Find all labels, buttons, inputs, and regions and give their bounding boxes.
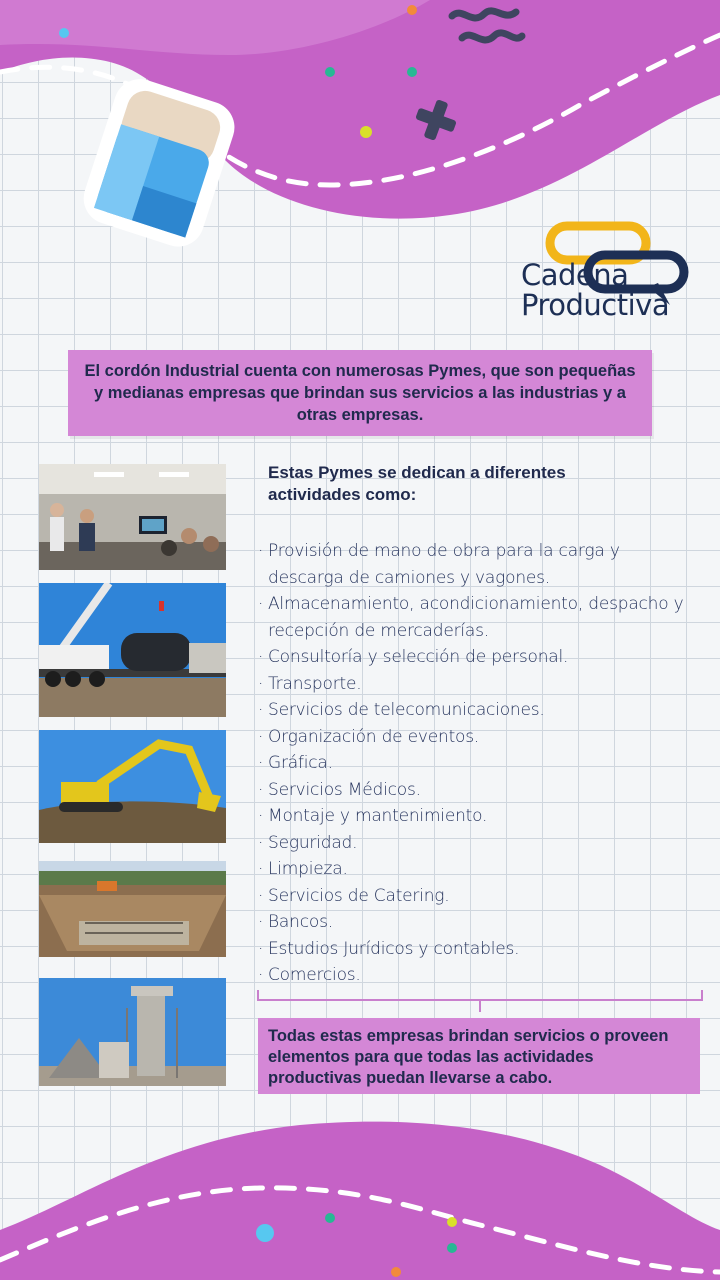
list-item: · Servicios de telecomunicaciones. bbox=[258, 697, 698, 724]
list-item: · Servicios de Catering. bbox=[258, 883, 698, 910]
list-item: · Seguridad. bbox=[258, 830, 698, 857]
list-item: · Transporte. bbox=[258, 671, 698, 698]
list-item: · Bancos. bbox=[258, 909, 698, 936]
list-item: · Comercios. bbox=[258, 962, 698, 989]
bottom-purple-blob bbox=[0, 1122, 720, 1280]
closing-banner bbox=[258, 1018, 700, 1094]
closing-text: Todas estas empresas brindan servicios o proveen elementos para que todas las actividades productivas puedan llevarse a cabo. bbox=[268, 1027, 669, 1087]
photo-crane-tank bbox=[39, 583, 226, 717]
list-item: · Estudios Jurídicos y contables. bbox=[258, 936, 698, 963]
photo-excavation-site bbox=[39, 861, 226, 957]
list-item: · Organización de eventos. bbox=[258, 724, 698, 751]
dot-cyan bbox=[59, 28, 69, 38]
dot-green bbox=[325, 67, 335, 77]
list-bracket bbox=[257, 990, 703, 1014]
intro-text: El cordón Industrial cuenta con numerosas Pymes, que son pequeñas y medianas empresas que brindan sus servicios a las industrias y a otras empresas. bbox=[84, 362, 636, 424]
list-item: · Almacenamiento, acondicionamiento, despacho y recepción de mercaderías. bbox=[258, 591, 698, 644]
photo-training-room bbox=[39, 464, 226, 570]
logo-wordmark bbox=[521, 260, 711, 320]
list-item: · Consultoría y selección de personal. bbox=[258, 644, 698, 671]
activities-heading bbox=[268, 462, 648, 506]
dot-orange bbox=[407, 5, 417, 15]
activities-list bbox=[258, 538, 698, 989]
intro-banner bbox=[68, 350, 652, 436]
activities-heading-line-2: actividades como: bbox=[268, 485, 417, 504]
squiggle-icon bbox=[452, 11, 516, 18]
photo-excavator bbox=[39, 730, 226, 843]
logo-line-1: Cadena bbox=[521, 258, 629, 292]
photo-concrete-tower bbox=[39, 978, 226, 1086]
bottom-decoration bbox=[0, 1110, 720, 1280]
activities-heading-line-1: Estas Pymes se dedican a diferentes bbox=[268, 463, 566, 482]
list-item: · Limpieza. bbox=[258, 856, 698, 883]
list-item: · Montaje y mantenimiento. bbox=[258, 803, 698, 830]
logo-line-2: Productiva bbox=[521, 288, 670, 322]
list-item: · Provisión de mano de obra para la carga y descarga de camiones y vagones. bbox=[258, 538, 698, 591]
list-item: · Servicios Médicos. bbox=[258, 777, 698, 804]
dot-yellow bbox=[360, 126, 372, 138]
list-item: · Gráfica. bbox=[258, 750, 698, 777]
